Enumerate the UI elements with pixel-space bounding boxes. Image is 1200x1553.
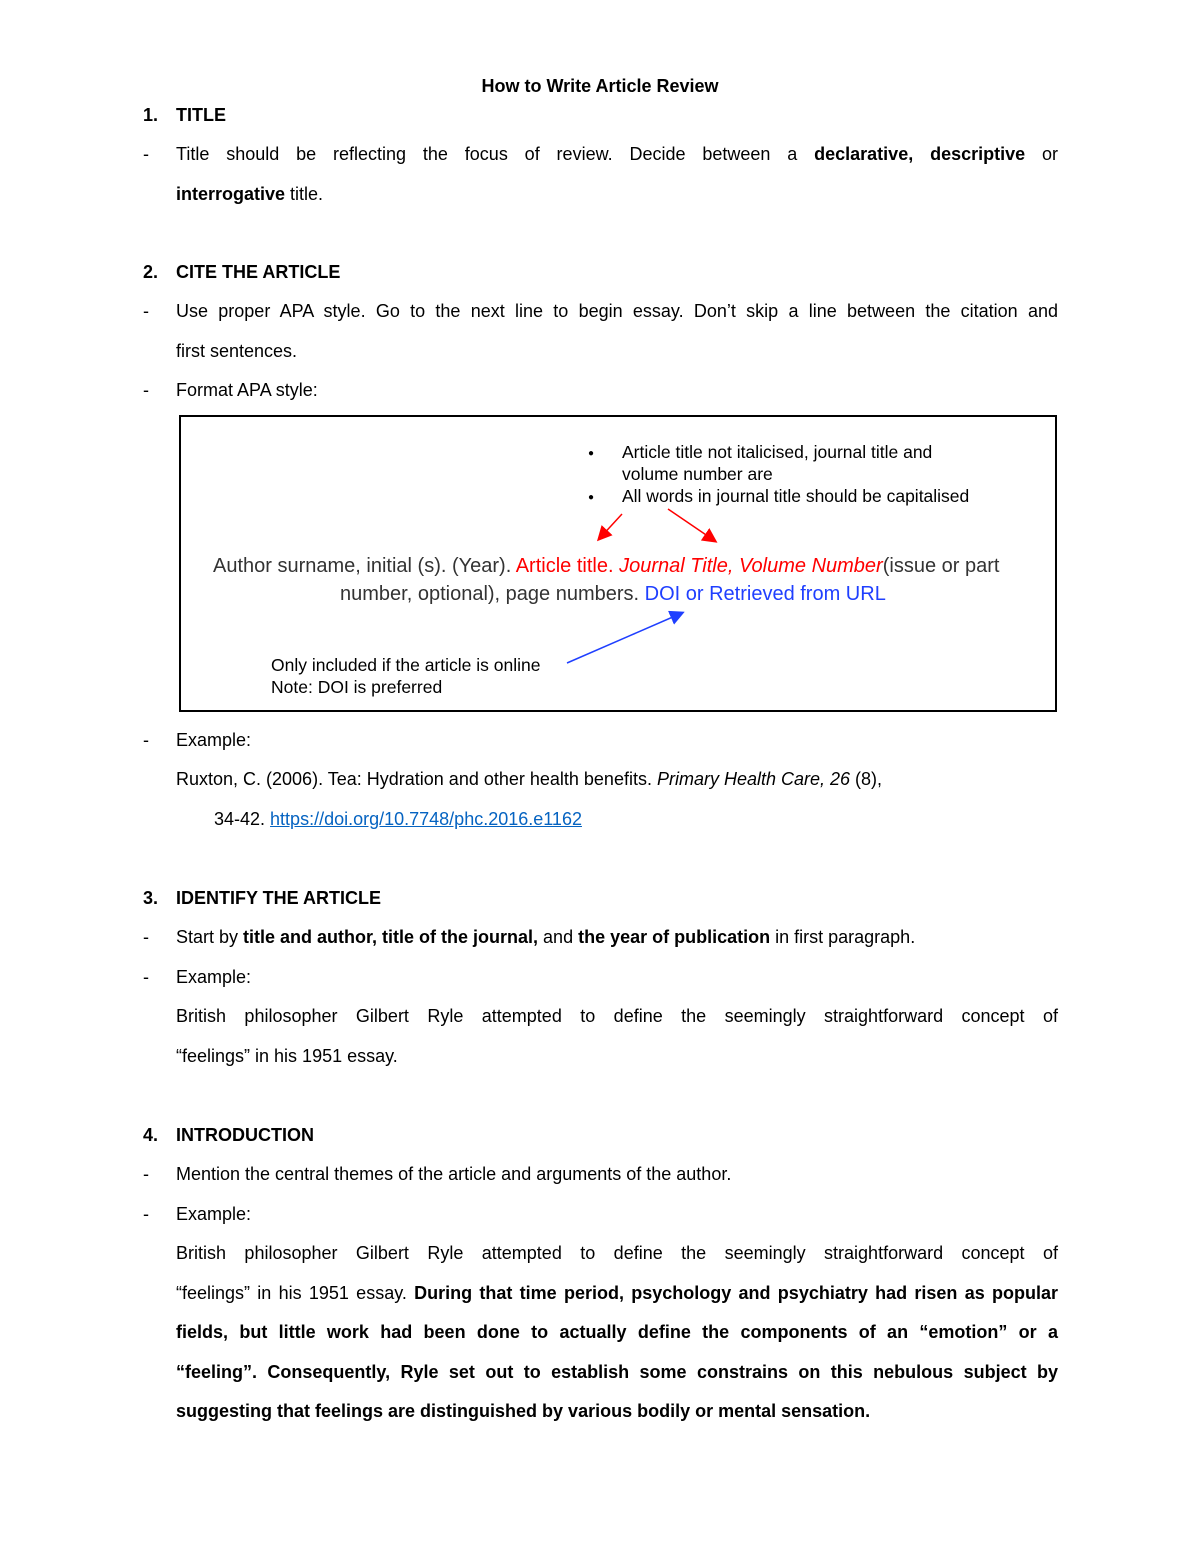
- section-2-bullet-1-line-1: Use proper APA style. Go to the next line to begin essay. Don’t skip a line between the citation and: [176, 301, 1058, 321]
- figure-note-line-1: Only included if the article is online: [271, 655, 541, 675]
- bullet-dash: -: [143, 1164, 149, 1184]
- bullet-dash: -: [143, 967, 149, 987]
- apa-format-figure: [179, 415, 1057, 712]
- figure-bullet-2: All words in journal title should be capitalised: [622, 486, 970, 506]
- section-4-heading: INTRODUCTION: [176, 1125, 314, 1145]
- figure-bullet-1-line-1: Article title not italicised, journal title and: [622, 442, 933, 462]
- figure-citation-line-1: Author surname, initial (s). (Year). Article title. Journal Title, Volume Number(issue or part: [213, 555, 1000, 577]
- section-3-example-line-2: “feelings” in his 1951 essay.: [176, 1046, 398, 1066]
- section-2-bullet-1-line-2: first sentences.: [176, 341, 298, 361]
- figure-bullet-1-glyph: ●: [588, 448, 595, 459]
- section-1-heading: TITLE: [176, 105, 226, 125]
- section-2-bullet-3: Example:: [176, 730, 252, 750]
- doi-link[interactable]: https://doi.org/10.7748/phc.2016.e1162: [270, 809, 582, 829]
- bullet-dash: -: [143, 927, 149, 947]
- bullet-dash: -: [143, 1204, 149, 1224]
- section-4-example-line-5: suggesting that feelings are distinguished by various bodily or mental sensation.: [176, 1401, 871, 1421]
- section-2-bullet-2: Format APA style:: [176, 380, 318, 400]
- section-3-bullet-1: Start by title and author, title of the journal, and the year of publication in first paragraph.: [176, 927, 916, 947]
- section-3-heading: IDENTIFY THE ARTICLE: [176, 888, 382, 908]
- section-2-example-line-2: 34-42. https://doi.org/10.7748/phc.2016.e1162: [214, 809, 582, 829]
- arrow-to-journal-title: [668, 509, 715, 541]
- figure-citation-line-2: number, optional), page numbers. DOI or Retrieved from URL: [340, 583, 886, 605]
- section-4-bullet-1: Mention the central themes of the article and arguments of the author.: [176, 1164, 732, 1184]
- section-4-example-line-4: “feeling”. Consequently, Ryle set out to establish some constrains on this nebulous subject by: [176, 1362, 1058, 1382]
- section-4-example-line-3: fields, but little work had been done to actually define the components of an “emotion” or a: [176, 1322, 1058, 1342]
- section-2-example-line-1: Ruxton, C. (2006). Tea: Hydration and other health benefits. Primary Health Care, 26 (8),: [176, 769, 883, 789]
- document-title: How to Write Article Review: [481, 76, 719, 96]
- section-1-bullet-1-line-1: Title should be reflecting the focus of review. Decide between a declarative, descriptive or: [176, 144, 1058, 164]
- section-1-number: 1.: [143, 105, 159, 125]
- section-4-example-line-1: British philosopher Gilbert Ryle attempted to define the seemingly straightforward concept of: [176, 1243, 1058, 1263]
- bullet-dash: -: [143, 144, 149, 164]
- arrow-to-article-title: [599, 514, 622, 539]
- figure-bullet-1-line-2: volume number are: [622, 464, 773, 484]
- section-3-number: 3.: [143, 888, 159, 908]
- section-4-bullet-2: Example:: [176, 1204, 252, 1224]
- figure-bullet-2-glyph: ●: [588, 492, 595, 503]
- section-4-number: 4.: [143, 1125, 159, 1145]
- section-2-number: 2.: [143, 262, 159, 282]
- bullet-dash: -: [143, 380, 149, 400]
- bullet-dash: -: [143, 730, 149, 750]
- arrow-to-doi: [567, 613, 682, 663]
- figure-note-line-2: Note: DOI is preferred: [271, 677, 443, 697]
- section-4-example-line-2: “feelings” in his 1951 essay. During that time period, psychology and psychiatry had risen as popular: [176, 1283, 1058, 1303]
- bullet-dash: -: [143, 301, 149, 321]
- section-2-heading: CITE THE ARTICLE: [176, 262, 341, 282]
- section-3-bullet-2: Example:: [176, 967, 252, 987]
- section-3-example-line-1: British philosopher Gilbert Ryle attempted to define the seemingly straightforward concept of: [176, 1006, 1058, 1026]
- section-1-bullet-1-line-2: interrogative title.: [176, 184, 324, 204]
